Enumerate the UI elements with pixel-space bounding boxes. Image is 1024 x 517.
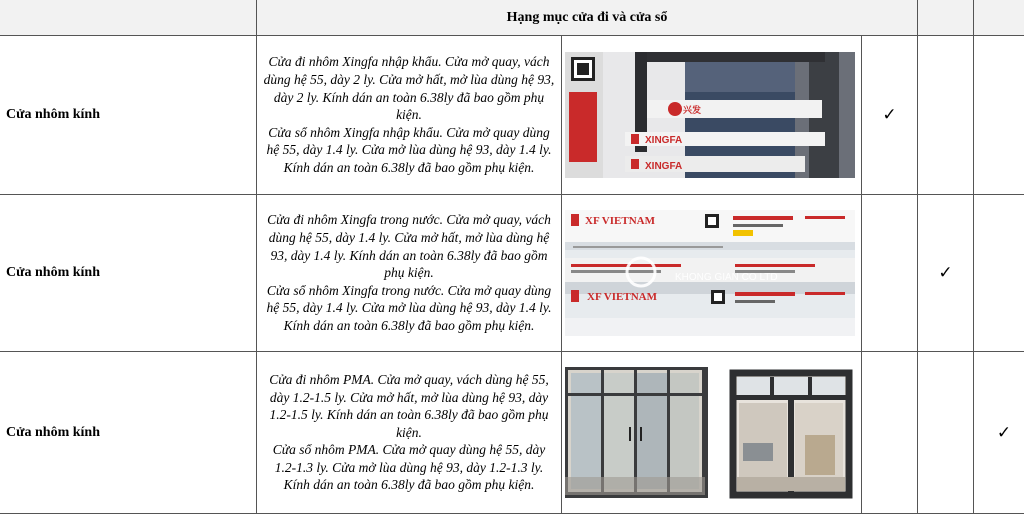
pma-door-window-images xyxy=(565,367,861,499)
table-row xyxy=(0,352,1024,514)
door-description: Cửa đi nhôm Xingfa nhập khẩu. Cửa mở quay, vách dùng hệ 55, dày 2 ly. Cửa mở hất, mở lùa dùng hệ 93, dày 2 ly. Kính dán an toàn 6.38ly đã bao gồm phụ kiện. xyxy=(263,54,555,123)
header-empty-cell xyxy=(974,0,1024,36)
empty-cell xyxy=(862,195,918,352)
window-description: Cửa sổ nhôm PMA. Cửa mở quay dùng hệ 55, dày 1.2-1.3 ly. Cửa mở lùa dùng hệ 93, dày 1.2-1.3 ly. Kính dán an toàn 6.38ly đã bao gồm phụ kiện. xyxy=(272,442,546,493)
empty-cell xyxy=(974,36,1024,195)
empty-cell xyxy=(862,352,918,514)
window-description: Cửa sổ nhôm Xingfa nhập khẩu. Cửa mở quay dùng hệ 55, dày 1.4 ly. Cửa mở lùa dùng hệ 93, dày 1.4 ly. Kính dán an toàn 6.38ly đã bao gồm phụ kiện. xyxy=(266,124,552,175)
profile-brand-text: XINGFA xyxy=(645,135,683,146)
header-empty-cell xyxy=(918,0,974,36)
door-description: Cửa đi nhôm PMA. Cửa mở quay, vách dùng hệ 55, dày 1.2-1.5 ly. Cửa mở hất, mở lùa dùng hệ 93, dày 1.2-1.5 ly. Kính dán an toàn 6.38ly đã bao gồm phụ kiện. xyxy=(269,371,549,440)
empty-cell xyxy=(974,195,1024,352)
profile-brand-text: XF VIETNAM xyxy=(585,215,655,227)
pma-door-photo xyxy=(565,367,705,495)
window-description: Cửa sổ nhôm Xingfa trong nước. Cửa mở quay dùng hệ 55, dày 1.4 ly. Cửa mở lùa dùng hệ 93, dày 1.4 ly. Kính dán an toàn 6.38ly đã bao gồm phụ kiện. xyxy=(266,282,552,333)
door-description: Cửa đi nhôm Xingfa trong nước. Cửa mở quay, vách dùng hệ 55, dày 1.4 ly. Cửa mở hất, mở lùa dùng hệ 93, dày 1.4 ly. Kính dán an toàn 6.38ly đã bao gồm phụ kiện. xyxy=(267,212,551,281)
watermark-text: KHONG GIAN CO LTD xyxy=(675,272,778,283)
profile-brand-text: 兴发 xyxy=(683,105,702,115)
item-description xyxy=(257,36,562,195)
product-image-cell xyxy=(562,36,862,195)
table-header-row xyxy=(0,0,1024,36)
xf-vietnam-profile-image xyxy=(565,210,855,336)
item-description xyxy=(257,352,562,514)
header-empty-cell xyxy=(0,0,257,36)
table-row xyxy=(0,195,1024,352)
item-description xyxy=(257,195,562,352)
section-title: Hạng mục cửa đi và cửa sổ xyxy=(257,0,918,36)
xingfa-profile-image xyxy=(565,52,855,178)
profile-brand-text: XINGFA xyxy=(645,161,683,172)
product-image-cell xyxy=(562,195,862,352)
check-cell: ✓ xyxy=(974,352,1024,514)
pma-window-photo xyxy=(733,373,849,495)
item-label: Cửa nhôm kính xyxy=(0,195,257,352)
check-cell: ✓ xyxy=(862,36,918,195)
item-label: Cửa nhôm kính xyxy=(0,352,257,514)
product-image-cell xyxy=(562,352,862,514)
profile-brand-text: XF VIETNAM xyxy=(587,291,657,303)
table-row xyxy=(0,36,1024,195)
empty-cell xyxy=(918,36,974,195)
item-label: Cửa nhôm kính xyxy=(0,36,257,195)
check-cell: ✓ xyxy=(918,195,974,352)
empty-cell xyxy=(918,352,974,514)
